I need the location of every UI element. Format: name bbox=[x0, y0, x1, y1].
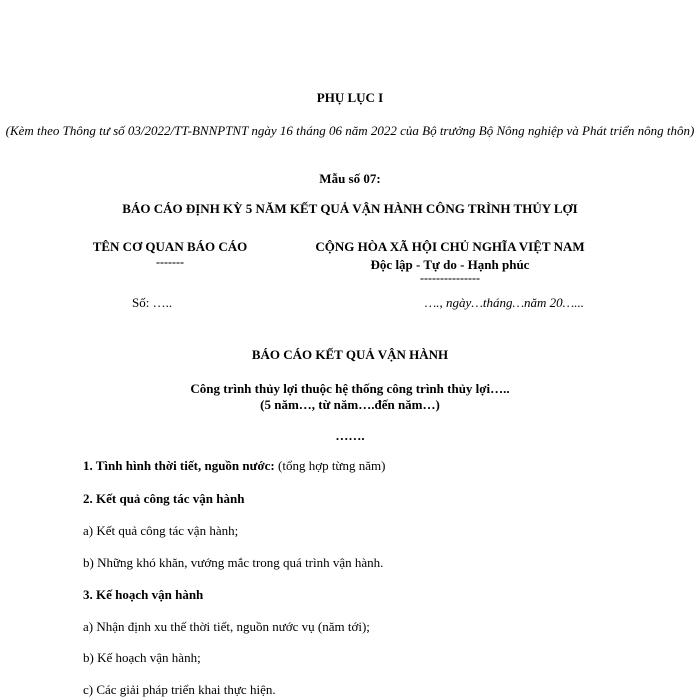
agency-divider: ------- bbox=[156, 255, 184, 269]
form-number: Mẫu số 07: bbox=[319, 171, 381, 186]
section-weather-note: (tổng hợp từng năm) bbox=[274, 458, 386, 473]
section-weather-heading: 1. Tình hình thời tiết, nguồn nước: bbox=[83, 458, 275, 473]
appendix-note: (Kèm theo Thông tư số 03/2022/TT-BNNPTNT ngày 16 tháng 06 năm 2022 của Bộ trưởng Bộ Nông nghiệp và Phát triển nông thôn) bbox=[5, 123, 695, 138]
result-subtitle-period: (5 năm…, từ năm….đến năm…) bbox=[260, 397, 440, 412]
national-motto: Độc lập - Tự do - Hạnh phúc bbox=[370, 257, 530, 272]
appendix-title: PHỤ LỤC I bbox=[316, 90, 384, 105]
list-item-difficulties: b) Những khó khăn, vướng mắc trong quá trình vận hành. bbox=[83, 555, 384, 570]
document-number: Số: ….. bbox=[132, 295, 173, 310]
section-operation-results: 2. Kết quả công tác vận hành bbox=[83, 491, 245, 506]
list-item-plan: b) Kế hoạch vận hành; bbox=[83, 650, 201, 665]
section-weather bbox=[83, 458, 385, 474]
section-operation-plan: 3. Kế hoạch vận hành bbox=[83, 587, 204, 602]
national-title: CỘNG HÒA XÃ HỘI CHỦ NGHĨA VIỆT NAM bbox=[315, 239, 585, 254]
result-subtitle-system: Công trình thủy lợi thuộc hệ thống công trình thủy lợi….. bbox=[190, 381, 510, 396]
list-item-solutions: c) Các giải pháp triển khai thực hiện. bbox=[83, 682, 276, 697]
result-title: BÁO CÁO KẾT QUẢ VẬN HÀNH bbox=[251, 347, 449, 362]
agency-name: TÊN CƠ QUAN BÁO CÁO bbox=[92, 239, 248, 254]
report-heading: BÁO CÁO ĐỊNH KỲ 5 NĂM KẾT QUẢ VẬN HÀNH CÔNG TRÌNH THỦY LỢI bbox=[122, 201, 578, 216]
list-item-operation-results: a) Kết quả công tác vận hành; bbox=[83, 523, 239, 538]
separator-ellipsis: ……. bbox=[335, 428, 365, 443]
date-line: …., ngày…tháng…năm 20…... bbox=[424, 295, 584, 310]
list-item-forecast: a) Nhận định xu thế thời tiết, nguồn nước vụ (năm tới); bbox=[83, 619, 370, 634]
motto-divider: --------------- bbox=[420, 271, 480, 285]
